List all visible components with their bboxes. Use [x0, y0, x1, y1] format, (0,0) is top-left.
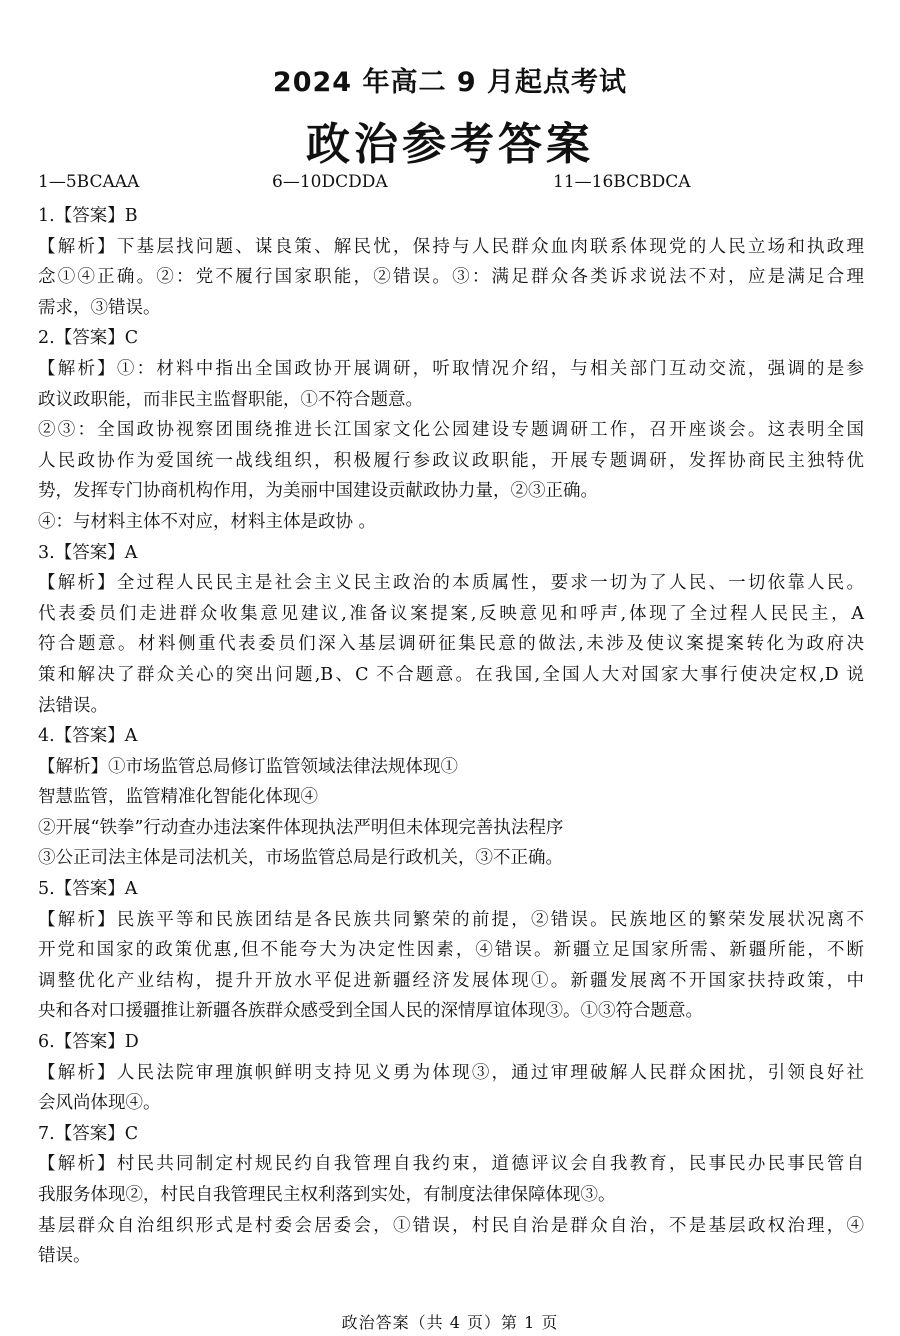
explanation-line: 符合题意。材料侧重代表委员们深入基层调研征集民意的做法,未涉及使议案提案转化为政府决 — [38, 634, 864, 655]
explanation-line: 代表委员们走进群众收集意见建议,准备议案提案,反映意见和呼声,体现了全过程人民民主，A — [38, 603, 864, 624]
explanation-line: 【解析】下基层找问题、谋良策、解民忧，保持与人民群众血肉联系体现党的人民立场和执政理 — [38, 236, 864, 257]
explanation-line: 我服务体现②，村民自我管理民主权利落到实处，有制度法律保障体现③。 — [38, 1185, 616, 1205]
explanation-line: ②开展“铁拳”行动查办违法案件体现执法严明但未体现完善执法程序 — [38, 817, 564, 838]
explanation-line: 央和各对口援疆推让新疆各族群众感受到全国人民的深情厚谊体现③。①③符合题意。 — [38, 1001, 703, 1022]
exam-title: 2024 年高二 9 月起点考试 — [272, 67, 628, 98]
explanation-line: 【解析】村民共同制定村规民约自我管理自我约束，道德评议会自我教育，民事民办民事民管自 — [38, 1154, 864, 1175]
explanation-line: 【解析】人民法院审理旗帜鲜明支持见义勇为体现③，通过审理破解人民群众困扰，引领良好社 — [38, 1062, 864, 1083]
answer-heading-7: 7.【答案】C — [38, 1123, 139, 1144]
answer-key-11-16: 11—16BCBDCA — [553, 172, 691, 192]
explanation-line: 开党和国家的政策优惠,但不能夸大为决定性因素，④错误。新疆立足国家所需、新疆所能，不断 — [38, 940, 864, 961]
explanation-line: 政议政职能，而非民主监督职能，①不符合题意。 — [38, 389, 423, 410]
explanation-line: 念①④正确。②：党不履行国家职能，②错误。③：满足群众各类诉求说法不对，应是满足合理 — [38, 267, 864, 288]
explanation-line: ②③：全国政协视察团围绕推进长江国家文化公园建设专题调研工作，召开座谈会。这表明全国 — [38, 420, 864, 441]
explanation-line: 需求，③错误。 — [38, 297, 161, 318]
answer-heading-2: 2.【答案】C — [38, 328, 139, 349]
answer-heading-4: 4.【答案】A — [38, 726, 138, 747]
page-footer: 政治答案（共 4 页）第 1 页 — [341, 1313, 559, 1332]
answer-key-6-10: 6—10DCDDA — [272, 172, 388, 192]
explanation-line: 会风尚体现④。 — [38, 1093, 161, 1114]
explanation-line: 法错误。 — [38, 695, 108, 716]
explanation-line: ④：与材料主体不对应，材料主体是政协 。 — [38, 511, 377, 532]
answer-heading-1: 1.【答案】B — [38, 206, 138, 226]
answer-heading-5: 5.【答案】A — [38, 879, 138, 900]
explanation-line: 智慧监管，监管精准化智能化体现④ — [38, 787, 318, 808]
explanation-line: 【解析】民族平等和民族团结是各民族共同繁荣的前提，②错误。民族地区的繁荣发展状况离不 — [38, 909, 864, 930]
explanation-line: 【解析】全过程人民民主是社会主义民主政治的本质属性，要求一切为了人民、一切依靠人民。 — [38, 573, 864, 594]
explanation-line: 【解析】①市场监管总局修订监管领域法律法规体现① — [38, 756, 458, 777]
explanation-line: 势，发挥专门协商机构作用，为美丽中国建设贡献政协力量，②③正确。 — [38, 481, 598, 502]
answer-heading-3: 3.【答案】A — [38, 542, 138, 563]
explanation-line: 人民政协作为爱国统一战线组织，积极履行参政议政职能，开展专题调研，发挥协商民主独特优 — [38, 450, 864, 471]
answer-key-1-5: 1—5BCAAA — [38, 172, 140, 192]
document-subtitle: 政治参考答案 — [306, 119, 594, 170]
answer-explanations — [38, 201, 864, 1272]
explanation-line: 策和解决了群众关心的突出问题,B、C 不合题意。在我国,全国人大对国家大事行使决定权,D 说 — [38, 664, 864, 685]
explanation-line: 错误。 — [38, 1246, 91, 1267]
answer-heading-6: 6.【答案】D — [38, 1032, 139, 1053]
explanation-line: 【解析】①：材料中指出全国政协开展调研，听取情况介绍，与相关部门互动交流，强调的是参 — [38, 358, 864, 379]
explanation-line: 基层群众自治组织形式是村委会居委会，①错误，村民自治是群众自治，不是基层政权治理，④ — [38, 1215, 864, 1236]
explanation-line: ③公正司法主体是司法机关，市场监管总局是行政机关，③不正确。 — [38, 848, 563, 869]
explanation-line: 调整优化产业结构，提升开放水平促进新疆经济发展体现①。新疆发展离不开国家扶持政策，中 — [38, 970, 864, 991]
